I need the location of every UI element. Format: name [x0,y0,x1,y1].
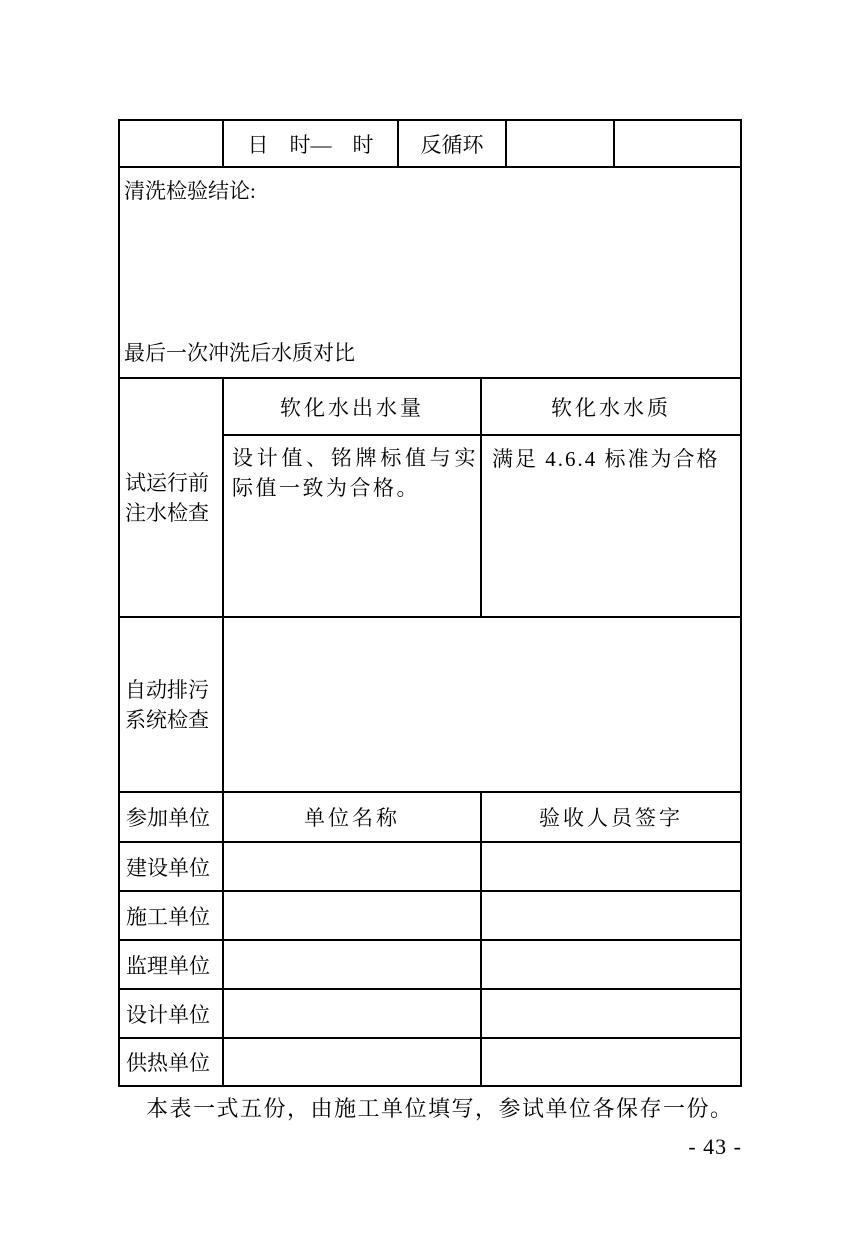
participants-header-row [120,793,740,843]
auto-blowdown-value-cell [224,618,740,791]
unit-row-label: 建设单位 [120,843,224,890]
signature-cell [482,990,740,1037]
unit-name-cell [224,941,482,988]
unit-name-cell [224,843,482,890]
signature-cell [482,1039,740,1085]
unit-name-cell [224,1039,482,1085]
flush-blank-left-cell [120,121,224,166]
unit-row-label: 施工单位 [120,892,224,939]
softened-water-quality-header: 软化水水质 [551,395,671,420]
pre-trial-criteria-row [224,436,740,616]
table-row-heating-unit [120,1039,740,1085]
softened-water-output-header: 软化水出水量 [224,379,482,434]
table-row-supervision-unit [120,941,740,990]
table-row-construction-unit [120,843,740,892]
auto-blowdown-label: 自动排污系统检查 [120,618,224,791]
unit-name-header: 单位名称 [224,793,482,841]
flush-mode-cell: 反循环 [399,121,507,166]
flush-blank-cell-1 [507,121,615,166]
unit-name-cell [224,892,482,939]
table-row-design-unit [120,990,740,1039]
final-flush-comparison-note: 最后一次冲洗后水质对比 [124,341,355,365]
cleaning-conclusion-label: 清洗检验结论: [124,179,256,203]
acceptance-form-table [118,119,742,1087]
pre-trial-check-label: 试运行前注水检查 [120,379,224,616]
quality-criteria-cell: 满足 4.6.4 标准为合格 [492,447,720,471]
signature-cell [482,892,740,939]
participant-unit-header: 参加单位 [120,793,224,841]
signature-cell [482,941,740,988]
signature-header: 验收人员签字 [539,806,683,830]
flush-time-range-cell: 日 时— 时 [224,121,399,166]
auto-blowdown-row [120,618,740,793]
output-criteria-cell: 设计值、铭牌标值与实际值一致为合格。 [224,436,482,616]
page-number: - 43 - [688,1134,742,1159]
cleaning-conclusion-row [120,168,740,379]
pre-trial-header-row [224,379,740,436]
unit-name-cell [224,990,482,1037]
unit-row-label: 供热单位 [120,1039,224,1085]
pre-trial-check-row [120,379,740,618]
cleaning-conclusion-cell [120,168,740,377]
pre-trial-check-grid [224,379,740,616]
signature-cell [482,843,740,890]
flush-cycle-row [120,121,740,168]
table-row-builder-unit [120,892,740,941]
copies-note: 本表一式五份，由施工单位填写，参试单位各保存一份。 [146,1096,734,1121]
unit-row-label: 设计单位 [120,990,224,1037]
flush-blank-cell-2 [615,121,740,166]
unit-row-label: 监理单位 [120,941,224,988]
